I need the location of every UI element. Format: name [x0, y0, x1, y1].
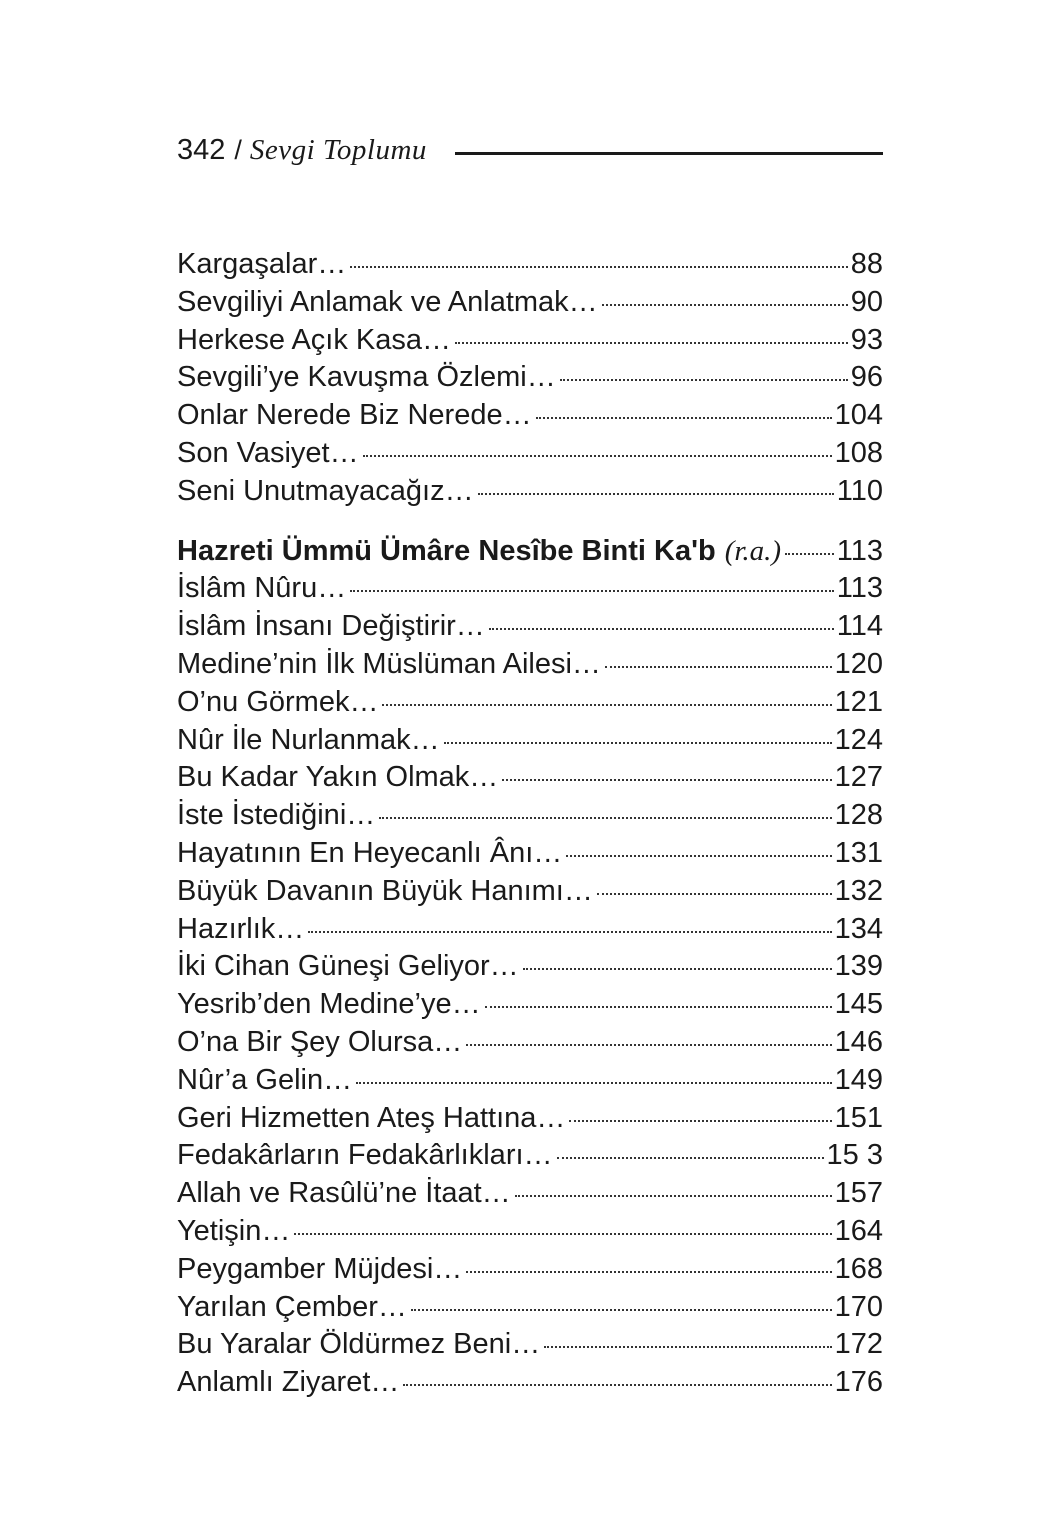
entry-title: Onlar Nerede Biz Nerede… [177, 399, 532, 432]
entry-page: 128 [834, 799, 883, 832]
toc-entry [177, 1364, 883, 1402]
dot-leader [544, 1346, 831, 1348]
entry-title: Medine’nin İlk Müslüman Ailesi… [177, 647, 601, 680]
toc-entry [177, 1100, 883, 1138]
book-title: Sevgi Toplumu [249, 133, 427, 166]
entry-page: 149 [834, 1063, 883, 1096]
section-note: (r.a.) [724, 534, 782, 567]
entry-title: Hayatının En Heyecanlı Ânı… [177, 836, 563, 869]
dot-leader [308, 931, 831, 933]
entry-title: Seni Unutmayacağız… [177, 474, 474, 507]
entry-page: 157 [834, 1177, 883, 1210]
toc-entry [177, 1289, 883, 1327]
entry-title: Sevgiliyi Anlamak ve Anlatmak… [177, 285, 598, 318]
entry-page: 88 [850, 248, 883, 280]
toc-entry [177, 246, 883, 284]
dot-leader [502, 779, 831, 781]
entry-page: 93 [850, 323, 883, 356]
page-header [177, 130, 883, 170]
entry-page: 121 [834, 685, 883, 718]
toc-group-2-entries [177, 570, 883, 1402]
dot-leader [515, 1195, 832, 1197]
toc-entry [177, 646, 883, 684]
page-number: 342 [177, 133, 226, 166]
toc-entry [177, 684, 883, 722]
toc-entry [177, 722, 883, 760]
toc-entry [177, 1251, 883, 1289]
toc-entry [177, 948, 883, 986]
dot-leader [597, 893, 832, 895]
toc-entry [177, 570, 883, 608]
toc-entry [177, 873, 883, 911]
dot-leader [356, 1082, 831, 1084]
toc-entry [177, 1326, 883, 1364]
toc-entry [177, 397, 883, 435]
dot-leader [466, 1044, 831, 1046]
header-separator: / [234, 134, 242, 165]
entry-page: 172 [834, 1328, 883, 1361]
entry-page: 134 [834, 912, 883, 945]
entry-title: Yarılan Çember… [177, 1290, 407, 1323]
dot-leader [557, 1157, 824, 1159]
toc-entry [177, 835, 883, 873]
entry-title: Yesrib’den Medine’ye… [177, 988, 481, 1021]
toc-entry [177, 759, 883, 797]
toc-entry [177, 322, 883, 360]
table-of-contents [177, 246, 883, 1402]
entry-title: Bu Yaralar Öldürmez Beni… [177, 1328, 541, 1361]
entry-page: 139 [834, 950, 883, 983]
toc-group-2 [177, 533, 883, 1402]
toc-entry [177, 1137, 883, 1175]
entry-title: Nûr’a Gelin… [177, 1063, 353, 1096]
dot-leader [536, 417, 832, 419]
entry-title: Kargaşalar… [177, 248, 347, 280]
dot-leader [466, 1271, 831, 1273]
entry-title: Yetişin… [177, 1214, 291, 1247]
entry-title: Nûr İle Nurlanmak… [177, 723, 440, 756]
dot-leader [455, 342, 848, 344]
toc-entry [177, 1213, 883, 1251]
dot-leader [350, 590, 834, 592]
dot-leader [363, 455, 832, 457]
entry-page: 151 [834, 1101, 883, 1134]
entry-page: 168 [834, 1252, 883, 1285]
toc-entry [177, 986, 883, 1024]
dot-leader [350, 266, 847, 268]
entry-page: 124 [834, 723, 883, 756]
dot-leader [379, 817, 831, 819]
dot-leader [602, 304, 848, 306]
dot-leader [485, 1006, 832, 1008]
entry-title: O’nu Görmek… [177, 685, 379, 718]
entry-title: Herkese Açık Kasa… [177, 323, 451, 356]
dot-leader [566, 855, 831, 857]
dot-leader [489, 628, 834, 630]
dot-leader [411, 1309, 832, 1311]
toc-entry [177, 473, 883, 511]
toc-entry [177, 1024, 883, 1062]
entry-page: 96 [850, 361, 883, 394]
toc-entry [177, 608, 883, 646]
section-title-text: Hazreti Ümmü Ümâre Nesîbe Binti Ka'b [177, 534, 716, 567]
entry-page: 145 [834, 988, 883, 1021]
entry-title: Geri Hizmetten Ateş Hattına… [177, 1101, 566, 1134]
entry-page: 176 [834, 1366, 883, 1399]
dot-leader [382, 704, 831, 706]
entry-page: 131 [834, 836, 883, 869]
entry-title: Anlamlı Ziyaret… [177, 1366, 400, 1399]
entry-title: Allah ve Rasûlü’ne İtaat… [177, 1177, 511, 1210]
entry-title: Son Vasiyet… [177, 436, 359, 469]
dot-leader [294, 1233, 831, 1235]
entry-page: 120 [834, 647, 883, 680]
toc-group-1 [177, 246, 883, 511]
entry-page: 146 [834, 1025, 883, 1058]
toc-entry [177, 435, 883, 473]
entry-page: 132 [834, 874, 883, 907]
entry-page: 110 [836, 474, 883, 507]
header-rule [455, 152, 883, 155]
entry-page: 108 [834, 436, 883, 469]
toc-entry [177, 359, 883, 397]
dot-leader [785, 553, 834, 555]
section-page: 113 [836, 534, 883, 567]
entry-title: İslâm İnsanı Değiştirir… [177, 610, 485, 643]
toc-entry [177, 797, 883, 835]
entry-title: Büyük Davanın Büyük Hanımı… [177, 874, 593, 907]
entry-page: 164 [834, 1214, 883, 1247]
section-title [177, 533, 781, 571]
toc-entry [177, 284, 883, 322]
entry-title: Peygamber Müjdesi… [177, 1252, 463, 1285]
entry-title: İki Cihan Güneşi Geliyor… [177, 950, 519, 983]
entry-title: Hazırlık… [177, 912, 305, 945]
entry-page: 15 3 [826, 1139, 883, 1172]
toc-entry [177, 1062, 883, 1100]
entry-title: Fedakârların Fedakârlıkları… [177, 1139, 553, 1172]
entry-page: 104 [834, 399, 883, 432]
dot-leader [444, 742, 832, 744]
dot-leader [523, 968, 832, 970]
entry-page: 127 [834, 761, 883, 794]
entry-title: Bu Kadar Yakın Olmak… [177, 761, 499, 794]
dot-leader [605, 666, 832, 668]
entry-page: 114 [836, 610, 883, 643]
entry-page: 113 [836, 572, 883, 605]
dot-leader [478, 493, 834, 495]
toc-section-heading [177, 533, 883, 571]
dot-leader [403, 1384, 831, 1386]
entry-title: O’na Bir Şey Olursa… [177, 1025, 463, 1058]
entry-title: İste İstediğini… [177, 799, 376, 832]
entry-page: 90 [850, 285, 883, 318]
dot-leader [569, 1120, 831, 1122]
toc-entry [177, 911, 883, 949]
entry-title: Sevgili’ye Kavuşma Özlemi… [177, 361, 556, 394]
entry-page: 170 [834, 1290, 883, 1323]
dot-leader [560, 379, 848, 381]
toc-entry [177, 1175, 883, 1213]
entry-title: İslâm Nûru… [177, 572, 347, 605]
